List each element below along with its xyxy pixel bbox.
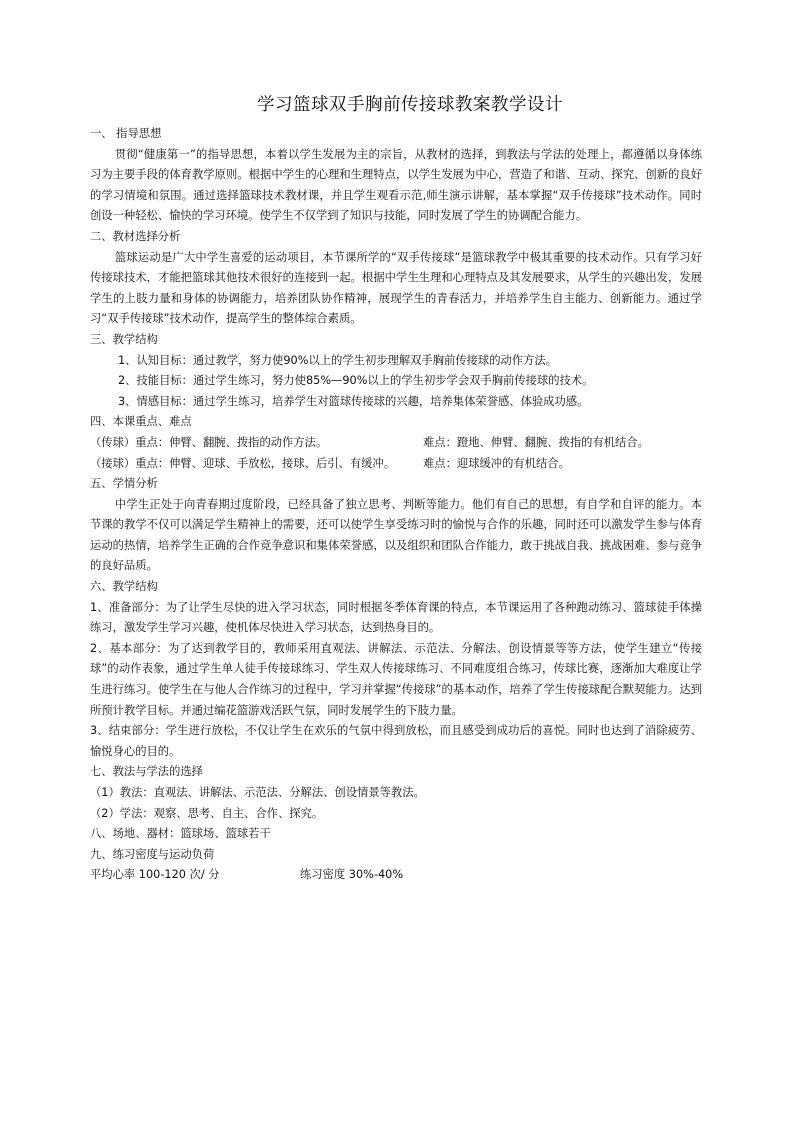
key-point: （传球）重点：伸臂、翻腕、拨指的动作方法。 (90, 435, 328, 449)
difficulty-point: 难点：迎球缓冲的有机结合。 (423, 456, 570, 470)
paragraph: 2、基本部分：为了达到教学目的，教师采用直观法、讲解法、示范法、分解法、创设情景等等方法，使学生建立“传接球”的动作表象，通过学生单人徒手传接球练习、学生双人传接球练习、不同难度组合练习，传球比赛，逐渐加大难度让学生进行练习。使学生在与他人合作练习的过程中，学习并掌握“传接球”的基本动作，培养了学生传接球配合默契能力。达到所预计教学目标。并通过编花篮游戏活跃气氛，同时发展学生的下肢力量。 (90, 641, 702, 717)
section-heading: 三、教学结构 (90, 332, 158, 346)
document-title: 学习篮球双手胸前传接球教案教学设计 (257, 95, 563, 115)
key-point-row (90, 454, 702, 475)
paragraph: 中学生正处于向青春期过度阶段，已经具备了独立思考、判断等能力。他们有自己的思想，有自学和自评的能力。本节课的教学不仅可以满足学生精神上的需要，还可以使学生享受练习时的愉悦与合作的乐趣，同时还可以激发学生参与体育运动的热情，培养学生正确的合作竞争意识和集体荣誉感，以及组织和团队合作能力，敢于挑战自我、挑战困难、参与竞争的良好品质。 (90, 497, 702, 573)
key-point-row (90, 433, 702, 454)
section-heading: 一、 指导思想 (90, 127, 162, 140)
section-heading: 五、学情分析 (90, 477, 158, 491)
list-item: 3、情感目标：通过学生练习，培养学生对篮球传接球的兴趣，培养集体荣誉感、体验成功感。 (118, 394, 589, 408)
load-row (90, 865, 702, 886)
list-item: 2、技能目标：通过学生练习，努力使85%—90%以上的学生初步学会双手胸前传接球的技术。 (118, 374, 594, 388)
section-heading: 八、场地、器材：篮球场、篮球若干 (90, 827, 271, 841)
section-heading: 七、教法与学法的选择 (90, 765, 203, 779)
key-point: （接球）重点：伸臂、迎球、手放松，接球、后引、有缓冲。 (90, 456, 396, 470)
paragraph: 贯彻“健康第一”的指导思想，本着以学生发展为主的宗旨，从教材的选择，到教法与学法的处理上，都遵循以身体练习为主要手段的体育教学原则。根据中学生的心理和生理特点，以学生发展为中心，营造了和谐、互动、探究、创新的良好的学习情境和氛围。通过选择篮球技术教材课，并且学生观看示范,师生演示讲解，基本掌握“双手传接球”技术动作。同时创设一种轻松、愉快的学习环境。使学生不仅学到了知识与技能，同时发展了学生的协调配合能力。 (90, 147, 702, 223)
section-heading: 二、教材选择分析 (90, 229, 181, 243)
paragraph: 篮球运动是广大中学生喜爱的运动项目，本节课所学的“双手传接球”是篮球教学中极其重要的技术动作。只有学习好传接球技术，才能把篮球其他技术很好的连接到一起。根据中学生生理和心理特点及其发展要求，从学生的兴趣出发，发展学生的上肢力量和身体的协调能力，培养团队协作精神，展现学生的青春活力，并培养学生自主能力、创新能力。通过学习“双手传接球”技术动作，提高学生的整体综合素质。 (90, 250, 702, 326)
section-heading: 六、教学结构 (90, 580, 158, 594)
paragraph: 1、准备部分：为了让学生尽快的进入学习状态，同时根据冬季体育课的特点，本节课运用了各种跑动练习、篮球徒手体操练习，激发学生学习兴趣，使机体尽快进入学习状态，达到热身目的。 (90, 600, 702, 635)
method-item: （2）学法：观察、思考、自主、合作、探究。 (90, 806, 324, 820)
practice-density: 练习密度 30%-40% (300, 868, 404, 882)
section-heading: 四、本课重点、难点 (90, 415, 192, 429)
document-body (90, 92, 702, 886)
method-item: （1）教法：直观法、讲解法、示范法、分解法、创设情景等教法。 (90, 786, 425, 799)
section-heading: 九、练习密度与运动负荷 (90, 847, 215, 861)
paragraph: 3、结束部分：学生进行放松，不仅让学生在欢乐的气氛中得到放松，而且感受到成功后的喜悦。同时也达到了消除疲劳、愉悦身心的目的。 (90, 724, 702, 758)
heart-rate: 平均心率 100-120 次/ 分 (90, 868, 220, 882)
difficulty-point: 难点：蹬地、伸臂、翻腕、拨指的有机结合。 (423, 435, 649, 449)
list-item: 1、认知目标：通过教学，努力使90%以上的学生初步理解双手胸前传接球的动作方法。 (118, 353, 557, 367)
